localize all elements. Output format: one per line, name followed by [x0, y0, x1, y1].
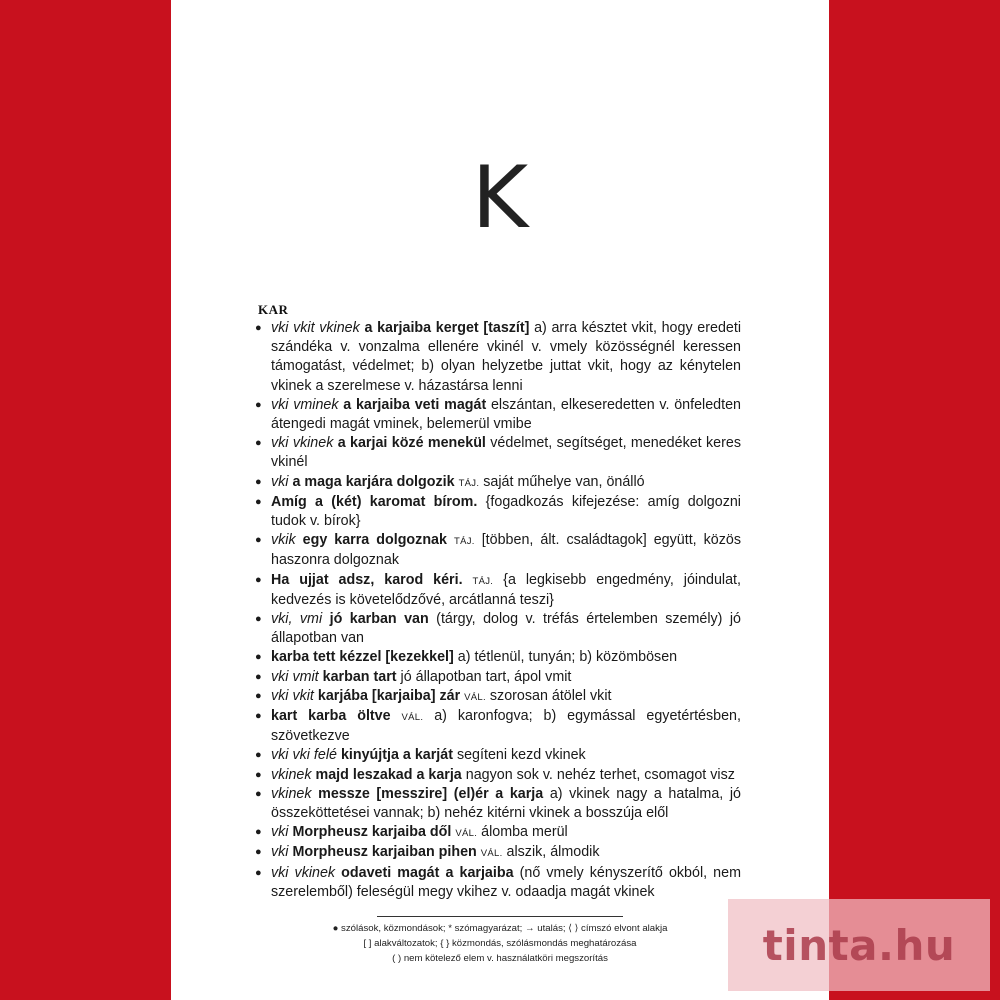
entry-item	[255, 864, 741, 902]
grammar-note: vki vmit	[271, 668, 319, 685]
phrase: Ha ujjat adsz, karod kéri.	[271, 571, 463, 588]
entry-item	[255, 571, 741, 610]
definition-text	[447, 532, 454, 548]
grammar-note: vki vkinek	[271, 864, 336, 881]
grammar-note: vki, vmi	[271, 611, 323, 628]
usage-label: VÁL.	[455, 828, 478, 840]
watermark-logo	[728, 899, 990, 991]
grammar-note: vki vkit vkinek	[271, 320, 360, 336]
phrase: karjába [karjaiba] zár	[317, 687, 461, 704]
entry-item	[255, 843, 741, 863]
legend-divider	[377, 916, 623, 917]
entry-item	[255, 746, 741, 765]
definition-text: szorosan átölel vkit	[485, 687, 612, 704]
dictionary-page	[171, 0, 829, 1000]
definition-text: elszántan, elkeseredetten v. önfeledten átengedi magát vminek, belemerül vmibe	[271, 396, 741, 433]
definition-text: {a legkisebb engedmény, jóindulat, kedvezés is követelődzővé, arcátlanná teszi}	[271, 571, 741, 608]
definition-text: a) arra késztet vkit, hogy eredeti szándéka v. vonzalma ellenére vkinél v. vmely közösségnél keressen támogatást, védelmet; b) olyan helyzetbe juttat vkit, hogy az kénytelen vkinek a szerelmese v. házastársa lenni	[271, 320, 741, 394]
phrase: messze [messzire] (el)ér a karja	[318, 785, 544, 802]
grammar-note: vki	[271, 844, 289, 861]
grammar-note: vkinek	[271, 766, 312, 783]
usage-label: TÁJ.	[453, 536, 475, 548]
grammar-note: vkinek	[271, 785, 312, 802]
definition-text: a) tétlenül, tunyán; b) közömbösen	[453, 649, 678, 666]
legend-line: ( ) nem kötelező elem v. használatköri megszorítás	[392, 953, 608, 964]
definition-text: alszik, álmodik	[502, 844, 600, 861]
section-letter: K	[471, 148, 529, 248]
definition-text	[296, 532, 303, 548]
definition-text: [többen, ált. családtagok] együtt, közös haszonra dolgoznak	[271, 532, 741, 569]
entry-item	[255, 610, 741, 648]
phrase: kinyújtja a karját	[340, 747, 453, 764]
grammar-note: vki vkinek	[271, 435, 334, 452]
phrase: a karjaiba kerget [taszít]	[364, 320, 530, 336]
phrase: egy karra dolgoznak	[302, 532, 447, 549]
definition-text: jó állapotban tart, ápol vmit	[396, 668, 572, 685]
definition-text: {fogadkozás kifejezése: amíg dolgozni tudok v. bírok}	[271, 493, 741, 530]
legend-line: ● szólások, közmondások; * szómagyarázat; → utalás; ⟨ ⟩ címszó elvont alakja	[332, 923, 668, 934]
entry-item	[255, 493, 741, 531]
definition-text	[391, 708, 402, 724]
legend	[251, 921, 749, 966]
usage-label: VÁL.	[401, 712, 424, 724]
grammar-note: vki vminek	[271, 396, 339, 413]
entry-item	[255, 531, 741, 570]
definition-text	[322, 611, 329, 627]
entry-item	[255, 473, 741, 493]
phrase: karba tett kézzel [kezekkel]	[271, 649, 454, 666]
headword: KAR	[258, 302, 289, 317]
phrase: kart karba öltve	[271, 708, 391, 725]
entry-item	[255, 319, 741, 396]
phrase: a maga karjára dolgozik	[292, 473, 455, 490]
definition-text: saját műhelye van, önálló	[479, 473, 645, 490]
usage-label: TÁJ.	[458, 477, 480, 489]
entry-item	[255, 434, 741, 472]
grammar-note: vkik	[271, 532, 296, 549]
definition-text: (nő vmely kényszerítő okból, nem szerelemből) feleségül megy vkihez v. odaadja magát vkinek	[271, 864, 741, 900]
legend-line: [ ] alakváltozatok; { } közmondás, szólásmondás meghatározása	[363, 938, 637, 949]
entry-list	[255, 319, 741, 902]
entry-item	[255, 687, 741, 707]
entry-item	[255, 648, 741, 667]
usage-label: TÁJ.	[472, 575, 494, 587]
entry-item	[255, 668, 741, 687]
phrase: odaveti magát a karjaiba	[341, 864, 514, 881]
definition-text: védelmet, segítséget, menedéket keres vkinél	[271, 435, 741, 471]
phrase: jó karban van	[329, 611, 429, 628]
definition-text: a) vkinek nagy a hatalma, jó összeköttetései vannak; b) nehéz kitérni vkinek a bosszúja elől	[271, 785, 741, 822]
phrase: majd leszakad a karja	[315, 766, 462, 783]
usage-label: VÁL.	[464, 691, 486, 703]
definition-text: a) karonfogva; b) egymással egyetértésben, szövetkezve	[271, 708, 741, 745]
definition-text: álomba merül	[477, 824, 568, 841]
definition-text: (tárgy, dolog v. tréfás értelemben személy) jó állapotban van	[271, 611, 742, 647]
phrase: Morpheusz karjaiban pihen	[292, 844, 477, 861]
definition-text	[463, 572, 473, 588]
grammar-note: vki vkit	[271, 687, 314, 704]
phrase: a karjai közé menekül	[337, 435, 486, 452]
definition-text: segíteni kezd vkinek	[452, 747, 586, 764]
phrase: karban tart	[322, 668, 397, 685]
grammar-note: vki	[271, 473, 289, 490]
definition-text: nagyon sok v. nehéz terhet, csomagot visz	[461, 766, 735, 783]
phrase: a karjaiba veti magát	[343, 396, 487, 413]
watermark-text: tinta.hu	[762, 920, 956, 970]
entry-item	[255, 396, 741, 434]
grammar-note: vki vki felé	[271, 747, 337, 764]
phrase: Amíg a (két) karomat bírom.	[271, 493, 478, 510]
entry-item	[255, 823, 741, 843]
entry-item	[255, 785, 741, 823]
entry-item	[255, 707, 741, 746]
phrase: Morpheusz karjaiba dől	[292, 824, 452, 841]
usage-label: VÁL.	[480, 848, 503, 860]
entry-item	[255, 766, 741, 785]
grammar-note: vki	[271, 824, 289, 841]
